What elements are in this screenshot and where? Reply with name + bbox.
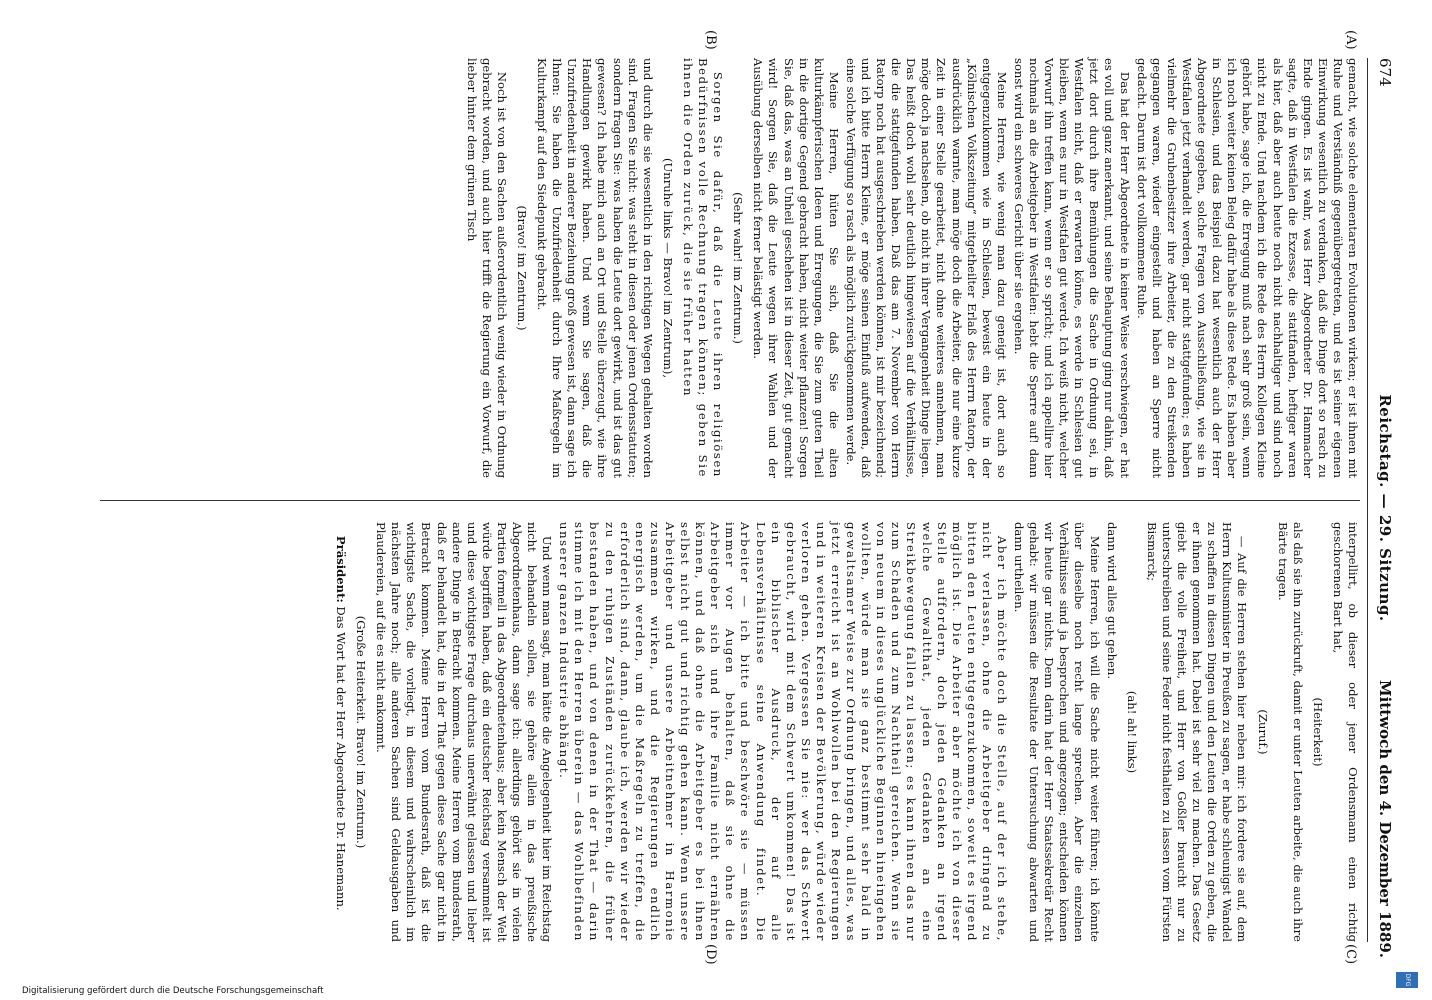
header-rule [1367,58,1368,942]
paragraph: Noch ist von den Sachen außerordentlich wenig wieder in Ordnung gebracht worden, und auch hier trifft die Regierung ein Vorwurf, die lieber hinter dem grünen Tisch [464,58,509,478]
marker-d: (D) [703,944,718,965]
paragraph: Meine Herren, ich will die Sache nicht weiter führen; ich könnte über dieselbe noch recht lange sprechen. Aber die einzelnen Verhältnisse sind ja besprochen und angezogen; entscheiden können wir heute gar nichts. Denn darin hat der Herr Staatssekretär Recht gehabt: wir müssen die Resultate der Untersuchung abwarten und dann urtheilen. [1012,522,1102,942]
paragraph: interpellirt, ob dieser oder jener Ordensmann einen richtig geschorenen Bart hat, [1330,522,1360,942]
header-title: Reichstag. — 29. Sitzung. [1376,394,1394,622]
interjection: (ah! ah! links) [1124,690,1139,774]
speaker-text: Das Wort hat der Herr Abgeordnete Dr. Hanemann. [334,606,348,911]
interjection: (Zuruf.) [1255,709,1270,755]
page-header [1372,58,1394,958]
digitization-note [12,960,912,1000]
right-column [331,522,1360,942]
paragraph [333,522,348,942]
marker-c: (C) [1343,944,1358,965]
paragraph: Sorgen Sie dafür, daß die Leute ihren religiösen Bedürfnissen volle Rechnung tragen können; geben Sie ihnen die Orden zurück, die sie früher hatten [680,58,726,478]
interjection: (Heiterkeit) [1310,697,1325,767]
left-column [462,58,1360,478]
speaker-label: Präsident: [334,535,348,603]
paragraph: Meine Herren, wie wenig man dazu geneigt ist, dort auch so entgegenzukommen wie in Schlesien, beweist ein heute in der „Kölnischen Volkszeitung“ mitgetheilter Erlaß des Herrn Ratorp, der ausdrücklich warnte, man möge doch die Arbeiter, die nur eine kurze Zeit in einer Stelle gearbeitet, nicht ohne weiteres annehmen, man möge doch ja nachsehen, ob nicht in ihrer Vergangenheit Dinge liegen. Das heißt doch wohl sehr deutlich hingewiesen auf die Verhältnisse, die die stattgefunden haben. Daß das am 7. November von Herrn Ratorp noch hat ausgeschrieben werden können, ist mir bezeichnend; und ich bitte Herrn Kleine, er möge seinen Einfluß aufwenden, daß eine solche Verfügung so rasch als möglich zurückgenommen werde. [843,58,1009,478]
paragraph: gemacht, wie solche elementaren Evolutionen wirken; er ist ihnen mit Ruhe und Verständniß gegenübergetreten, und es ist seiner eigenen Einwirkung wesentlich zu verdanken, daß die Dinge dort so rasch zu Ende gingen. Es ist wahr, was Herr Abgeordneter Dr. Hammacher sagte, daß in Westfalen die Exzesse, die stattfanden, heftiger waren als hier, daß aber auch heute noch nicht nachhaltiger und sind noch nicht zu Ende. Und nachdem ich die Rede des Herrn Kollegen Kleine gehört habe, sage ich, die Erregung muß nach sehr groß sein, wenn ich noch weiter keinen Beleg dafür habe als diese Rede. Es haben aber in Schlesien, und das Beispiel dazu hat wesentlich auch der Herr Abgeordnete gegeben, solche Fragen von Ausschließung, wie sie in Westfalen jetzt verhandelt werden, gar nicht stattgefunden; es haben vielmehr die Grubenbesitzer ihre Arbeiter, die zu den Streikenden gegangen waren, wieder eingestellt und haben an Sperre nicht gedacht. Darum ist dort vollkommene Ruhe. [1134,58,1360,478]
paragraph: — Auf die Herren stehen hier neben mir: ich fordere sie auf, dem Herrn Kultusminister in Preußen zu sagen, er habe schleunigst Wandel zu schaffen in diesen Dingen und den Leuten die Orden zu geben, die er ihnen genommen hat. Dabei ist sehr viel zu machen. Das Gesetz giebt die volle Freiheit, und Herr von Goßler braucht nur zu unterschreiben und seine Feder nicht festhalten zu lassen vom Fürsten Bismarck; [1144,522,1250,942]
dfg-logo: DFG [1396,972,1418,988]
marker-b: (B) [703,30,718,50]
paragraph: Meine Herren, hüten Sie sich, daß Sie die alten kulturkämpferischen Ideen und Erregungen, die Sie zum guten Theil in die dortige Gegend gebracht haben, nicht weiter pflanzen! Sorgen Sie, daß das, was an Unheil geschehen ist in dieser Zeit, gut gemacht wird! Sorgen Sie, daß die Leute wegen ihrer Wahlen und der Ausübung derselben nicht ferner belästigt werden. [751,58,841,478]
interjection: (Bravo! im Zentrum.) [515,205,530,331]
paragraph: Das hat der Herr Abgeordnete in keiner Weise verschwiegen, er hat es voll und ganz anerkannt, und seine Behauptung ging nur dahin, daß jetzt dort durch ihre Bemühungen die Sache in Ordnung sei, in Westfalen nicht, daß er erwarten könne, es werde in Schlesien gut bleiben, wenn es nur in Westfalen gut werde. Ich weiß nicht, welcher Vorwurf ihn treffen kann, wenn er so spricht; und ich appellire hier nochmals an die Arbeitgeber in Westfalen: hebt die Sperre auf! dann sonst wird ein schweres Gericht über sie ergehen. [1011,58,1132,478]
interjection: (Große Heiterkeit. Bravo! im Zentrum.) [354,615,369,849]
paragraph: dann wird alles gut gehen. [1104,522,1119,680]
digitization-text: Digitalisierung gefördert durch die Deutsche Forschungsgemeinschaft [22,986,324,996]
page-number: 674 [1376,58,1394,87]
header-date: Mittwoch den 4. Dezember 1889. [1376,680,1394,958]
marker-a: (A) [1343,30,1358,50]
interjection: (Sehr wahr! im Zentrum.) [731,192,746,344]
paragraph: und durch die sie wesentlich in den richtigen Wegen gehalten worden sind. Fragen Sie nicht: was steht in diesen oder jenen Ordensstatuten; sondern fragen Sie: was haben die Leute dort gewirkt, und ist das gut gewesen? Ich habe mich auch an Ort und Stelle überzeugt, wie ihre Handlungen gewirkt haben. Und wenn Sie sagen, daß die Unzufriedenheit in anderer Beziehung groß gewesen ist, dann sage ich Ihnen: Sie haben die Unzufriedenheit durch Ihre Maßregeln im Kulturkampf auf den Siedepunkt gebracht. [535,58,655,478]
interjection: (Unruhe links — Bravo! im Zentrum), [660,157,675,379]
paragraph: als daß sie ihn zurückruft, damit er unter Leuten arbeite, die auch ihre Bärte tragen. [1275,522,1305,942]
paragraph: Aber ich möchte doch die Stelle, auf der ich stehe, nicht verlassen, ohne die Arbeitgeber dringend zu bitten den Leuten entgegenzukommen, soweit es irgend möglich ist. Die Arbeiter aber möchte ich von dieser Stelle auffordern, doch jeden Gedanken an irgend welche Gewaltthat, jeden Gedanken an eine Streikbewegung fallen zu lassen; es kann ihnen das nur zum Schaden und zum Nachtheil gereichen. Wenn sie von neuem in dieses unglückliche Beginnen hineingehen wollten, würde man sie ganz bestimmt sehr bald in gewaltsamer Weise zur Ordnung bringen, und alles, was jetzt erreicht ist an Wohlwollen bei den Regierungen und in weiteren Kreisen der Bevölkerung, würde wieder verloren gehen. Vergessen Sie nie: wer das Schwert gebraucht, wird mit dem Schwert umkommen! Das ist ein biblischer Ausdruck, der auf alle Lebensverhältnisse seine Anwendung findet. Die Arbeiter — ich bitte und beschwöre sie — müssen immer vor Augen behalten, daß sie ohne die Arbeitgeber sich und ihre Familie nicht ernähren können, und daß ohne die Arbeitgeber es bei ihnen selbst nicht gut und richtig gehen kann. Wenn unsere Arbeitgeber und unsere Arbeitnehmer in Harmonie zusammen wirken, und die Regierungen endlich energisch werden, um die Maßregeln zu treffen, die erforderlich sind, dann, glaube ich, werden wir wieder zu den ruhigen Zuständen zurückkehren, die früher bestanden haben, und von denen in der That — darin stimme ich mit den Herren überein — das Wohlbefinden unserer ganzen Industrie abhängt. [557,522,1010,942]
column-divider [100,500,1360,501]
paragraph: Und wenn man sagt, man hätte die Angelegenheit hier im Reichstag nicht behandeln sollen, sie gehöre allein in das preußische Abgeordnetenhaus, dann sage ich: allerdings gehört sie in vielen Partien formell in das Abgeordnetenhaus; aber kein Mensch der Welt würde begriffen haben, daß ein deutscher Reichstag versammelt ist und diese wichtigste Frage durchaus unerwähnt gelassen und lieber andere Dinge in Betracht kommen. Meine Herren vom Bundesrath, daß er behandelt hat, die in der That gegen diese Sache gar nicht in Betracht kommen. Meine Herren vom Bundesrath, daß ist die wichtigste Sache, die vorliegt, in diesem und wahrscheinlich im nächsten Jahre noch; alle anderen Sachen sind Geldausgaben und Plaudereien, auf die es nicht ankommt. [374,522,555,942]
